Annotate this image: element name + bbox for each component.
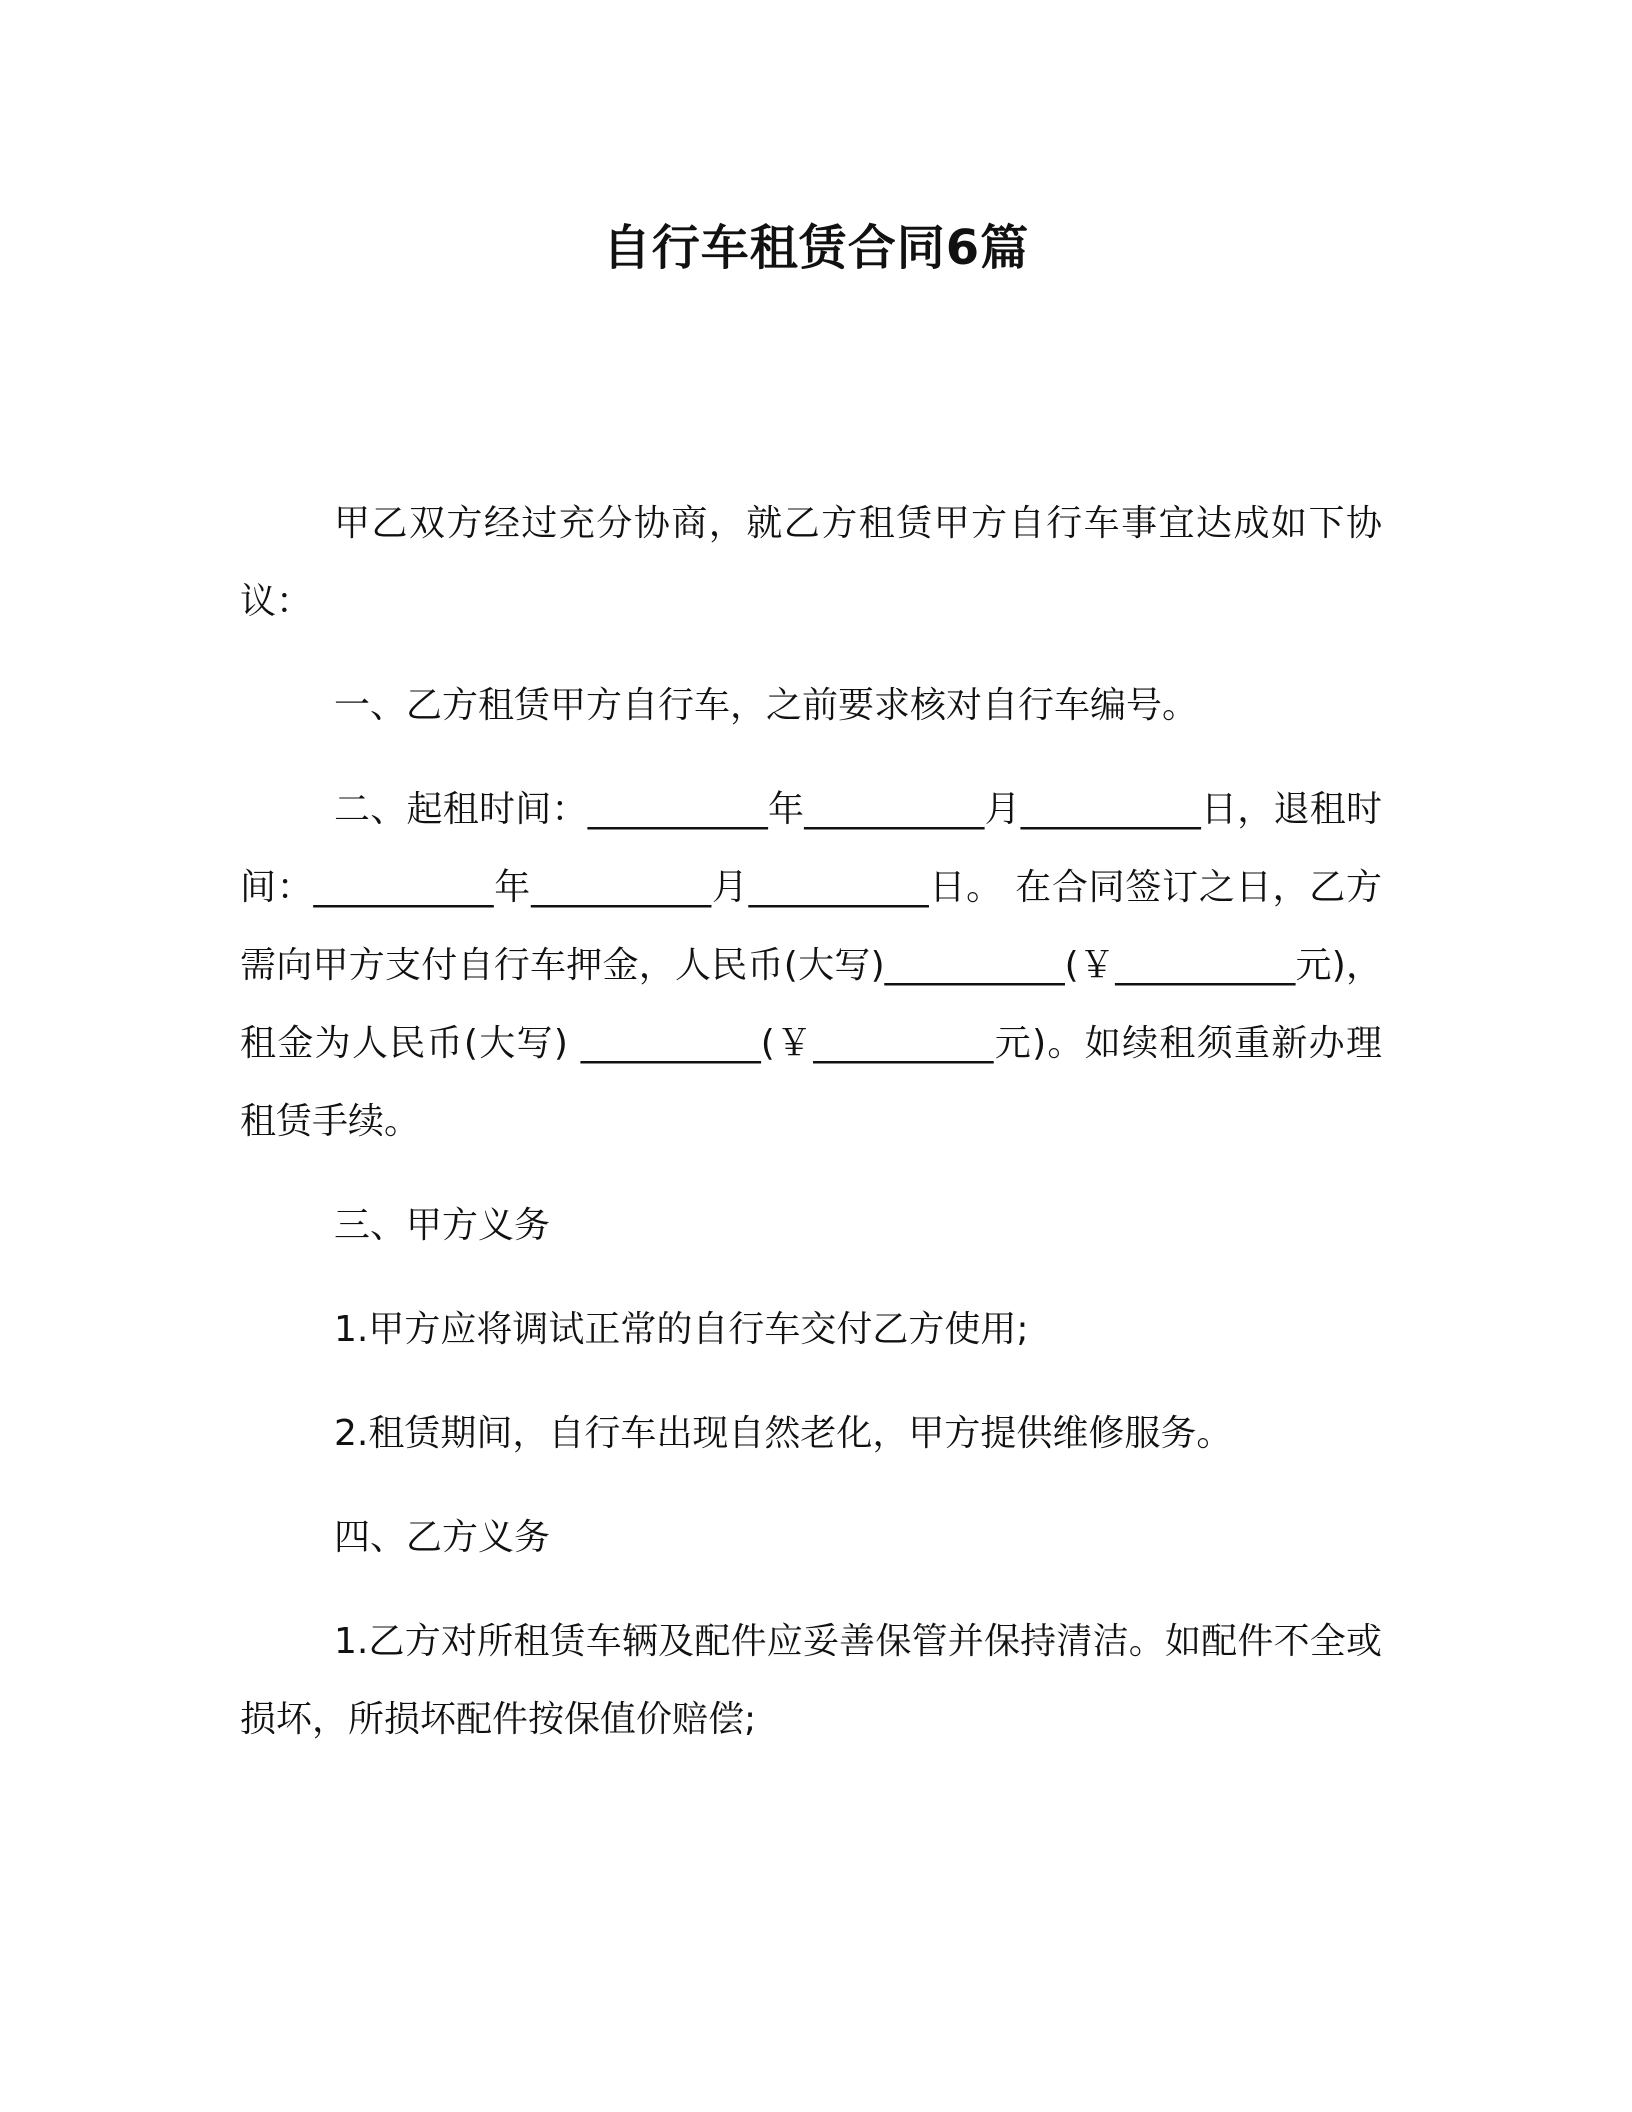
paragraph-clause-3-item-1: 1.甲方应将调试正常的自行车交付乙方使用; bbox=[334, 1309, 1029, 1350]
document-body bbox=[240, 485, 1382, 1759]
paragraph-clause-2: 二、起租时间：__________年__________月__________日，退租时间：__________年__________月__________日。 在合同签订之日，乙方需向甲方支付自行车押金，人民币(大写)__________(￥__________元)，租金为人民币(大写) __________(￥__________元)。如续租须重新办理租赁手续。 bbox=[240, 789, 1382, 1142]
paragraph-clause-4-heading: 四、乙方义务 bbox=[334, 1517, 551, 1558]
paragraph-gap bbox=[240, 745, 1382, 771]
paragraph-gap bbox=[240, 1161, 1382, 1187]
paragraph-gap bbox=[240, 1577, 1382, 1603]
paragraph-gap bbox=[240, 1473, 1382, 1499]
document-title: 自行车租赁合同6篇 bbox=[602, 220, 1030, 276]
paragraph-clause-4-item-1: 1.乙方对所租赁车辆及配件应妥善保管并保持清洁。如配件不全或损坏，所损坏配件按保值价赔偿; bbox=[240, 1621, 1382, 1740]
paragraph-gap bbox=[240, 1369, 1382, 1395]
paragraph-clause-1: 一、乙方租赁甲方自行车，之前要求核对自行车编号。 bbox=[334, 685, 1199, 726]
paragraph-gap bbox=[240, 1265, 1382, 1291]
paragraph-clause-3-item-2: 2.租赁期间，自行车出现自然老化，甲方提供维修服务。 bbox=[334, 1413, 1233, 1454]
paragraph-gap bbox=[240, 641, 1382, 667]
paragraph-intro: 甲乙双方经过充分协商，就乙方租赁甲方自行车事宜达成如下协议： bbox=[240, 503, 1382, 622]
paragraph-clause-3-heading: 三、甲方义务 bbox=[334, 1205, 551, 1246]
